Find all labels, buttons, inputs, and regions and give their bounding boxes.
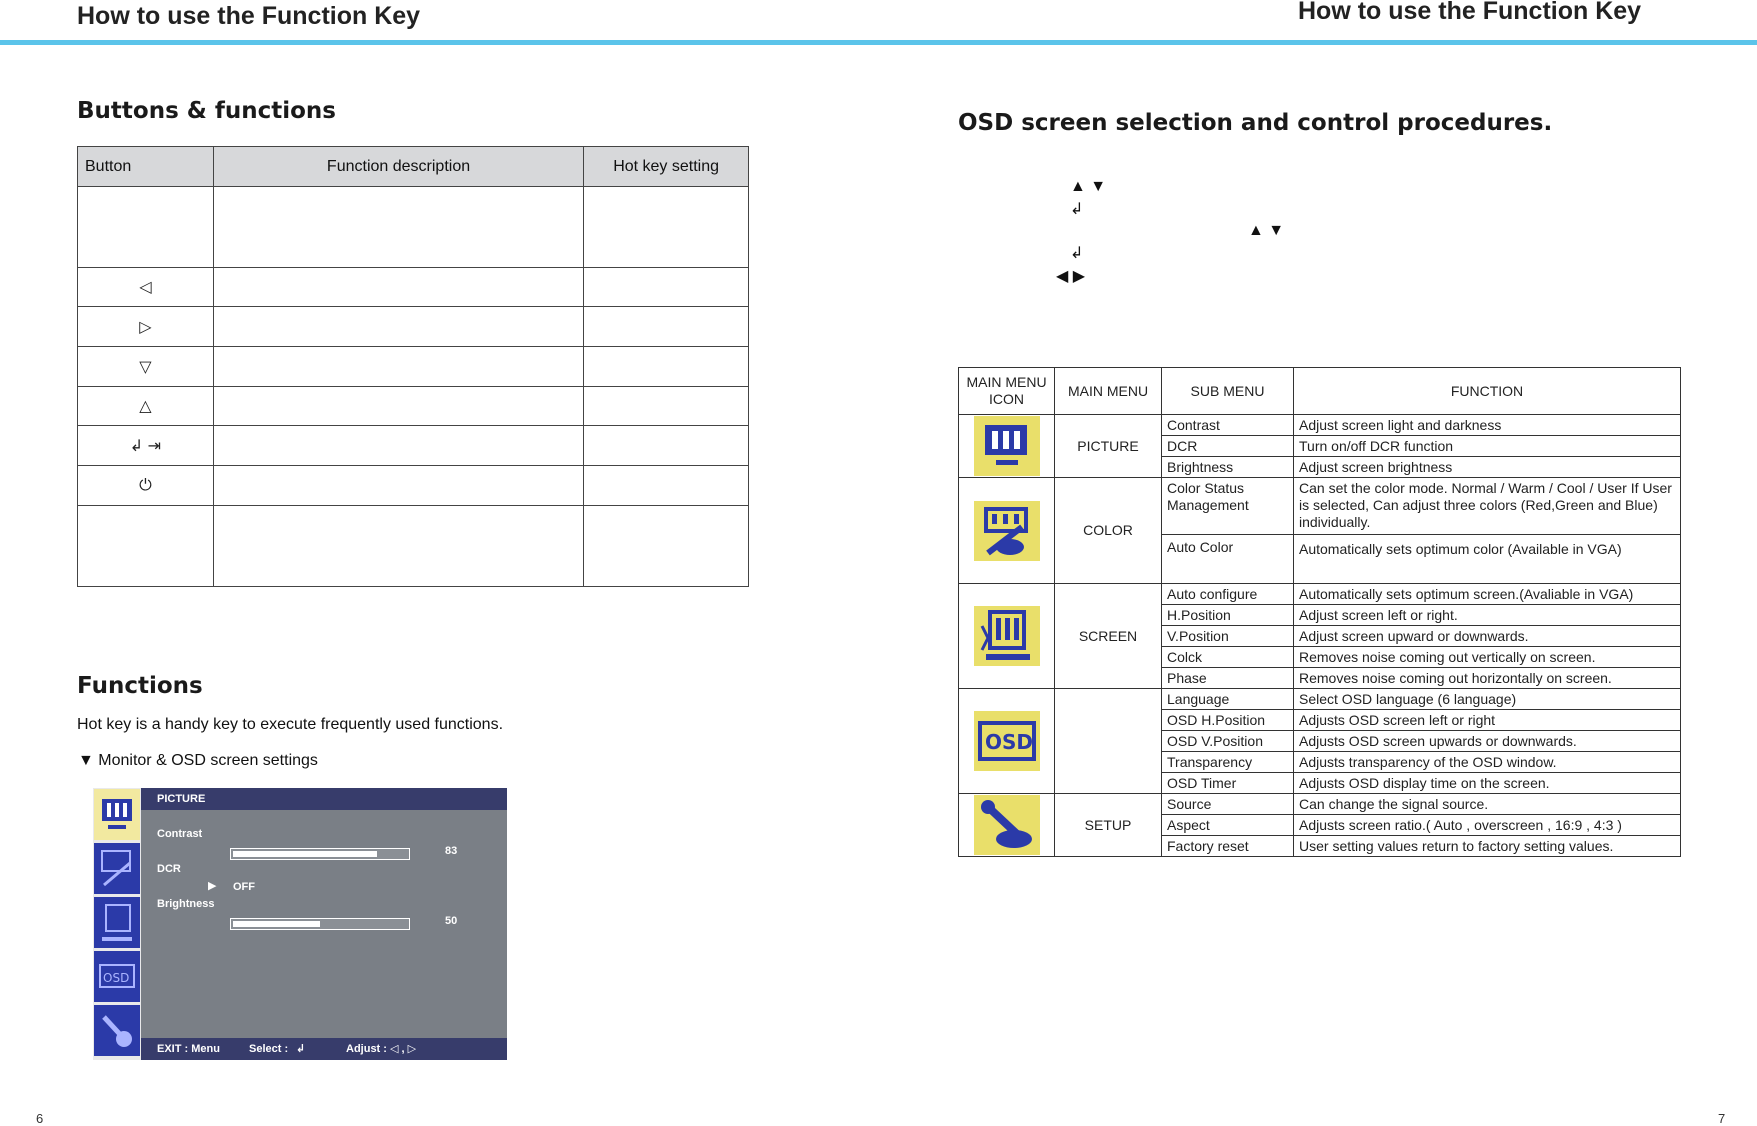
- function-cell: Adjusts transparency of the OSD window.: [1294, 752, 1681, 773]
- description-cell: [213, 347, 583, 387]
- hotkey-cell: [584, 426, 749, 466]
- osd-header: PICTURE: [141, 788, 507, 810]
- hotkey-cell: [584, 268, 749, 307]
- button-cell: [78, 187, 214, 268]
- osd-brightness-label: Brightness: [157, 898, 215, 910]
- color-palette-icon: [94, 843, 140, 894]
- left-right-arrows-icon: ◀ ▶: [1056, 268, 1086, 285]
- right-header-title: How to use the Function Key: [1298, 0, 1642, 25]
- sub-menu-cell: Brightness: [1162, 457, 1294, 478]
- monitor-icon: [974, 416, 1040, 476]
- header-function-description: Function description: [213, 147, 583, 187]
- osd-brightness-fill: [233, 921, 320, 927]
- page-number-right: 7: [1718, 1111, 1726, 1126]
- osd-icon-sidebar: [93, 788, 141, 1060]
- down-arrow-icon: ▽: [78, 347, 214, 387]
- header-rule: [0, 40, 1757, 45]
- table-row: [78, 347, 749, 387]
- header-main-menu-icon: MAIN MENU ICON: [959, 368, 1055, 415]
- header-hot-key-setting: Hot key setting: [584, 147, 749, 187]
- table-row: [959, 415, 1681, 436]
- hotkey-cell: [584, 307, 749, 347]
- description-cell: [213, 506, 583, 587]
- sub-menu-cell: Auto Color: [1162, 535, 1294, 584]
- table-row: [78, 307, 749, 347]
- description-cell: [213, 387, 583, 426]
- table-row: [959, 689, 1681, 710]
- function-cell: Can set the color mode. Normal / Warm / Cool / User If User is selected, Can adjust three colors (Red,Green and Blue) individually.: [1294, 478, 1681, 535]
- table-row: [78, 506, 749, 587]
- sub-menu-cell: Language: [1162, 689, 1294, 710]
- header-button: Button: [78, 147, 214, 187]
- sub-menu-cell: Contrast: [1162, 415, 1294, 436]
- up-down-arrows-icon: ▲ ▼: [1070, 178, 1107, 195]
- sub-menu-cell: Transparency: [1162, 752, 1294, 773]
- hotkey-cell: [584, 387, 749, 426]
- osd-contrast-slider: [230, 848, 410, 860]
- up-down-arrows-icon: ▲ ▼: [1248, 222, 1285, 239]
- description-cell: [213, 187, 583, 268]
- table-row: [78, 466, 749, 506]
- setup-tools-icon: [974, 795, 1040, 855]
- hotkey-cell: [584, 187, 749, 268]
- header-main-menu: MAIN MENU: [1055, 368, 1162, 415]
- function-cell: Turn on/off DCR function: [1294, 436, 1681, 457]
- function-cell: Adjust screen brightness: [1294, 457, 1681, 478]
- function-cell: Adjusts OSD screen left or right: [1294, 710, 1681, 731]
- table-row: [78, 387, 749, 426]
- osd-footer: [141, 1038, 507, 1060]
- function-cell: Removes noise coming out vertically on screen.: [1294, 647, 1681, 668]
- osd-icon: [974, 711, 1040, 771]
- function-cell: User setting values return to factory setting values.: [1294, 836, 1681, 857]
- sub-menu-cell: H.Position: [1162, 605, 1294, 626]
- monitor-osd-settings-label: ▼ Monitor & OSD screen settings: [78, 752, 318, 769]
- screen-icon-cell: [959, 584, 1055, 689]
- buttons-functions-title: Buttons & functions: [77, 98, 336, 124]
- sub-menu-cell: DCR: [1162, 436, 1294, 457]
- buttons-table: [77, 146, 749, 587]
- up-arrow-icon: △: [78, 387, 214, 426]
- table-row: [78, 426, 749, 466]
- button-cell: [78, 506, 214, 587]
- osd-menu-table: [958, 367, 1681, 857]
- hotkey-cell: [584, 466, 749, 506]
- enter-icon: ↲: [1070, 245, 1084, 262]
- power-icon: ⏻: [78, 466, 214, 506]
- osd-footer-select: Select :: [249, 1043, 289, 1055]
- osd-icon-cell: [959, 689, 1055, 794]
- svg-text:OSD: OSD: [984, 730, 1033, 754]
- osd-brightness-value: 50: [445, 915, 458, 927]
- osd-footer-enter-icon: ↲: [296, 1043, 306, 1055]
- sub-menu-cell: OSD V.Position: [1162, 731, 1294, 752]
- function-cell: Adjusts screen ratio.( Auto , overscreen , 16:9 , 4:3 ): [1294, 815, 1681, 836]
- sub-menu-cell: Auto configure: [1162, 584, 1294, 605]
- osd-contrast-fill: [233, 851, 377, 857]
- right-arrow-icon: ▷: [78, 307, 214, 347]
- table-row: [959, 794, 1681, 815]
- function-cell: Adjust screen light and darkness: [1294, 415, 1681, 436]
- function-cell: Select OSD language (6 language): [1294, 689, 1681, 710]
- description-cell: [213, 466, 583, 506]
- function-cell: Adjusts OSD screen upwards or downwards.: [1294, 731, 1681, 752]
- sub-menu-cell: Color Status Management: [1162, 478, 1294, 535]
- osd-contrast-label: Contrast: [157, 828, 203, 840]
- osd-footer-adjust: Adjust : ◁ , ▷: [346, 1043, 417, 1055]
- osd-procedures-title: OSD screen selection and control procedures.: [958, 110, 1553, 136]
- sub-menu-cell: Phase: [1162, 668, 1294, 689]
- monitor-icon: [94, 789, 140, 840]
- picture-icon-cell: [959, 415, 1055, 478]
- enter-input-icon: ↲ ⇥: [78, 426, 214, 466]
- function-cell: Automatically sets optimum screen.(Avaliable in VGA): [1294, 584, 1681, 605]
- function-cell: Removes noise coming out horizontally on screen.: [1294, 668, 1681, 689]
- screen-adjust-icon: [94, 897, 140, 948]
- hotkey-cell: [584, 347, 749, 387]
- osd-footer-exit: EXIT : Menu: [157, 1043, 220, 1055]
- header-function: FUNCTION: [1294, 368, 1681, 415]
- osd-icon: [94, 951, 140, 1002]
- description-cell: [213, 426, 583, 466]
- main-menu-color: COLOR: [1055, 478, 1162, 584]
- left-arrow-icon: ◁: [78, 268, 214, 307]
- osd-dcr-arrow-icon: ▶: [208, 880, 217, 892]
- osd-screenshot: [93, 788, 507, 1060]
- sub-menu-cell: Source: [1162, 794, 1294, 815]
- description-cell: [213, 307, 583, 347]
- function-cell: Can change the signal source.: [1294, 794, 1681, 815]
- functions-title: Functions: [77, 673, 203, 699]
- function-cell: Adjust screen upward or downwards.: [1294, 626, 1681, 647]
- sub-menu-cell: V.Position: [1162, 626, 1294, 647]
- description-cell: [213, 268, 583, 307]
- main-menu-screen: SCREEN: [1055, 584, 1162, 689]
- sub-menu-cell: Factory reset: [1162, 836, 1294, 857]
- setup-tools-icon: [94, 1005, 140, 1056]
- table-row: [78, 268, 749, 307]
- table-row: [959, 584, 1681, 605]
- functions-description: Hot key is a handy key to execute frequently used functions.: [77, 716, 504, 733]
- function-cell: Automatically sets optimum color (Available in VGA): [1294, 535, 1681, 584]
- osd-brightness-slider: [230, 918, 410, 930]
- screen-adjust-icon: [974, 606, 1040, 666]
- sub-menu-cell: OSD Timer: [1162, 773, 1294, 794]
- sub-menu-cell: Colck: [1162, 647, 1294, 668]
- main-menu-osd: [1055, 689, 1162, 794]
- color-palette-icon: [974, 501, 1040, 561]
- osd-contrast-value: 83: [445, 845, 458, 857]
- setup-icon-cell: [959, 794, 1055, 857]
- sub-menu-cell: Aspect: [1162, 815, 1294, 836]
- function-cell: Adjust screen left or right.: [1294, 605, 1681, 626]
- color-icon-cell: [959, 478, 1055, 584]
- osd-dcr-value: OFF: [233, 881, 255, 893]
- table-row: [78, 187, 749, 268]
- main-menu-picture: PICTURE: [1055, 415, 1162, 478]
- svg-text:OSD: OSD: [103, 971, 130, 985]
- left-header-title: How to use the Function Key: [77, 2, 421, 30]
- header-sub-menu: SUB MENU: [1162, 368, 1294, 415]
- main-menu-setup: SETUP: [1055, 794, 1162, 857]
- enter-icon: ↲: [1070, 201, 1084, 218]
- page-number-left: 6: [36, 1111, 44, 1126]
- function-cell: Adjusts OSD display time on the screen.: [1294, 773, 1681, 794]
- table-row: [959, 478, 1681, 535]
- osd-dcr-label: DCR: [157, 863, 181, 875]
- hotkey-cell: [584, 506, 749, 587]
- sub-menu-cell: OSD H.Position: [1162, 710, 1294, 731]
